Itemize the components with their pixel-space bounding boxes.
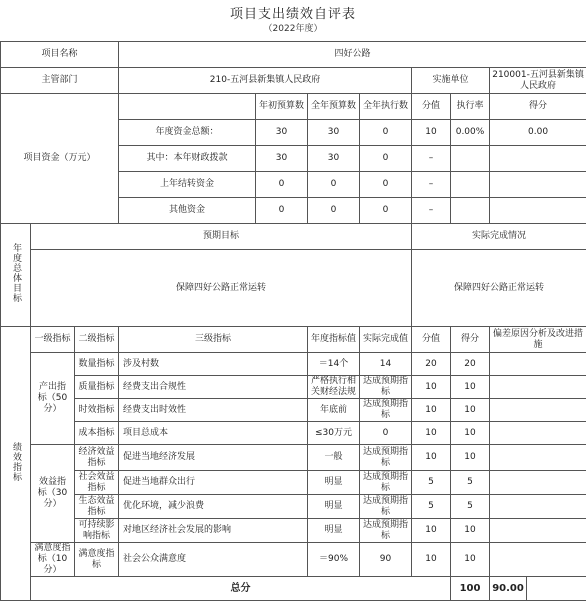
score-cell: 5	[451, 495, 490, 519]
perf-header-cell: 分值	[412, 327, 451, 353]
score-max-cell: 10	[412, 399, 451, 422]
funds-header-cell: 年初预算数	[256, 94, 308, 120]
target-cell: 明显	[308, 519, 360, 543]
level2-cell: 社会效益指标	[75, 471, 119, 495]
total-row	[1, 577, 586, 601]
project-name-value: 四好公路	[119, 42, 586, 68]
impl-value: 210001-五河县新集镇人民政府	[490, 68, 586, 94]
total-score-max: 100	[451, 577, 490, 601]
perf-header-row	[1, 327, 586, 353]
perf-header-cell: 三级指标	[119, 327, 308, 353]
perf-header-cell: 年度指标值	[308, 327, 360, 353]
actual-cell: 达成预期指标	[360, 471, 412, 495]
funds-header-cell: 得分	[490, 94, 586, 120]
perf-header-cell: 二级指标	[75, 327, 119, 353]
dept-label: 主管部门	[1, 68, 119, 94]
funds-cell: 10	[412, 120, 451, 146]
funds-cell: –	[412, 146, 451, 172]
funds-cell: –	[412, 172, 451, 198]
perf-header-cell: 一级指标	[31, 327, 75, 353]
deviation-cell	[490, 353, 586, 376]
actual-goal-value: 保障四好公路正常运转	[412, 250, 586, 327]
deviation-cell	[490, 376, 586, 399]
funds-cell	[451, 172, 490, 198]
actual-cell: 达成预期指标	[360, 445, 412, 471]
funds-header-row	[1, 94, 586, 120]
score-max-cell: 10	[412, 376, 451, 399]
level2-cell: 时效指标	[75, 399, 119, 422]
actual-cell: 14	[360, 353, 412, 376]
page-subtitle: （2022年度）	[263, 24, 323, 34]
score-cell: 10	[451, 445, 490, 471]
funds-header-cell: 执行率	[451, 94, 490, 120]
level3-cell: 涉及村数	[119, 353, 308, 376]
level3-cell: 促进当地群众出行	[119, 471, 308, 495]
funds-cell: 0	[308, 198, 360, 224]
perf-row	[1, 353, 586, 376]
goals-section-label: 年度总体目标	[1, 224, 31, 327]
level3-cell: 优化环境，减少浪费	[119, 495, 308, 519]
target-cell: 明显	[308, 471, 360, 495]
level3-cell: 经费支出合规性	[119, 376, 308, 399]
funds-cell	[490, 172, 586, 198]
target-cell: 明显	[308, 495, 360, 519]
target-cell: ＝14个	[308, 353, 360, 376]
level3-cell: 促进当地经济发展	[119, 445, 308, 471]
score-max-cell: 10	[412, 519, 451, 543]
level2-cell: 生态效益指标	[75, 495, 119, 519]
score-cell: 10	[451, 519, 490, 543]
perf-row	[1, 543, 586, 577]
level1-cell: 产出指标（50分）	[31, 353, 75, 445]
funds-row-label: 其中：本年财政拨款	[119, 146, 256, 172]
funds-cell: 0.00%	[451, 120, 490, 146]
score-max-cell: 20	[412, 353, 451, 376]
level3-cell: 项目总成本	[119, 422, 308, 445]
funds-cell: 0	[360, 146, 412, 172]
expected-goal-label: 预期目标	[31, 224, 412, 250]
funds-cell: 0	[360, 120, 412, 146]
perf-row	[1, 399, 586, 422]
actual-cell: 达成预期指标	[360, 376, 412, 399]
target-cell: 一般	[308, 445, 360, 471]
funds-cell	[451, 198, 490, 224]
basic-row-dept	[1, 68, 586, 94]
deviation-cell	[490, 519, 586, 543]
target-cell: 严格执行相关财经法规	[308, 376, 360, 399]
funds-cell: 30	[308, 146, 360, 172]
total-deviation	[527, 577, 586, 601]
level2-cell: 数量指标	[75, 353, 119, 376]
funds-header-cell: 分值	[412, 94, 451, 120]
funds-row-label: 其他资金	[119, 198, 256, 224]
funds-cell: 0	[256, 198, 308, 224]
score-max-cell: 5	[412, 495, 451, 519]
funds-row-label: 上年结转资金	[119, 172, 256, 198]
actual-cell: 达成预期指标	[360, 399, 412, 422]
score-cell: 10	[451, 376, 490, 399]
actual-goal-label: 实际完成情况	[412, 224, 586, 250]
perf-header-cell: 偏差原因分析及改进措施	[490, 327, 586, 353]
target-cell: ≤30万元	[308, 422, 360, 445]
total-score: 90.00	[490, 577, 527, 601]
score-max-cell: 5	[412, 471, 451, 495]
expected-goal-value: 保障四好公路正常运转	[31, 250, 412, 327]
funds-header-cell: 全年执行数	[360, 94, 412, 120]
actual-cell: 达成预期指标	[360, 519, 412, 543]
score-cell: 5	[451, 471, 490, 495]
project-name-label: 项目名称	[1, 42, 119, 68]
score-cell: 20	[451, 353, 490, 376]
score-cell: 10	[451, 543, 490, 577]
level3-cell: 经费支出时效性	[119, 399, 308, 422]
perf-section-label: 绩效指标	[1, 327, 31, 601]
goals-value-row	[1, 250, 586, 327]
level2-cell: 经济效益指标	[75, 445, 119, 471]
score-max-cell: 10	[412, 422, 451, 445]
dept-value: 210-五河县新集镇人民政府	[119, 68, 412, 94]
total-label: 总分	[31, 577, 451, 601]
page-title: 项目支出绩效自评表	[229, 7, 356, 22]
funds-cell: 30	[308, 120, 360, 146]
perf-header-cell: 得分	[451, 327, 490, 353]
level2-cell: 成本指标	[75, 422, 119, 445]
perf-row	[1, 445, 586, 471]
funds-cell: 30	[256, 146, 308, 172]
score-max-cell: 10	[412, 543, 451, 577]
funds-cell: 30	[256, 120, 308, 146]
funds-header-blank	[119, 94, 256, 120]
target-cell: ＝90%	[308, 543, 360, 577]
actual-cell: 90	[360, 543, 412, 577]
basic-row-name	[1, 42, 586, 68]
level1-cell: 满意度指标（10分）	[31, 543, 75, 577]
evaluation-table	[0, 41, 586, 601]
funds-row-label: 年度资金总额：	[119, 120, 256, 146]
funds-section-label: 项目资金（万元）	[1, 94, 119, 224]
level2-cell: 可持续影响指标	[75, 519, 119, 543]
deviation-cell	[490, 543, 586, 577]
funds-cell	[451, 146, 490, 172]
score-cell: 10	[451, 399, 490, 422]
deviation-cell	[490, 445, 586, 471]
goals-header-row	[1, 224, 586, 250]
perf-row	[1, 471, 586, 495]
deviation-cell	[490, 471, 586, 495]
level3-cell: 对地区经济社会发展的影响	[119, 519, 308, 543]
perf-row	[1, 422, 586, 445]
perf-header-cell: 实际完成值	[360, 327, 412, 353]
actual-cell: 达成预期指标	[360, 495, 412, 519]
funds-cell: 0	[308, 172, 360, 198]
target-cell: 年底前	[308, 399, 360, 422]
level2-cell: 质量指标	[75, 376, 119, 399]
funds-cell	[490, 146, 586, 172]
actual-cell: 0	[360, 422, 412, 445]
score-cell: 10	[451, 422, 490, 445]
perf-row	[1, 376, 586, 399]
funds-cell: 0	[360, 172, 412, 198]
level2-cell: 满意度指标	[75, 543, 119, 577]
level1-cell: 效益指标（30分）	[31, 445, 75, 543]
perf-row	[1, 519, 586, 543]
deviation-cell	[490, 495, 586, 519]
impl-label: 实施单位	[412, 68, 490, 94]
funds-cell: 0	[256, 172, 308, 198]
funds-cell: 0	[360, 198, 412, 224]
funds-header-cell: 全年预算数	[308, 94, 360, 120]
deviation-cell	[490, 422, 586, 445]
deviation-cell	[490, 399, 586, 422]
funds-cell	[490, 198, 586, 224]
perf-row	[1, 495, 586, 519]
funds-cell: –	[412, 198, 451, 224]
level3-cell: 社会公众满意度	[119, 543, 308, 577]
funds-cell: 0.00	[490, 120, 586, 146]
score-max-cell: 10	[412, 445, 451, 471]
